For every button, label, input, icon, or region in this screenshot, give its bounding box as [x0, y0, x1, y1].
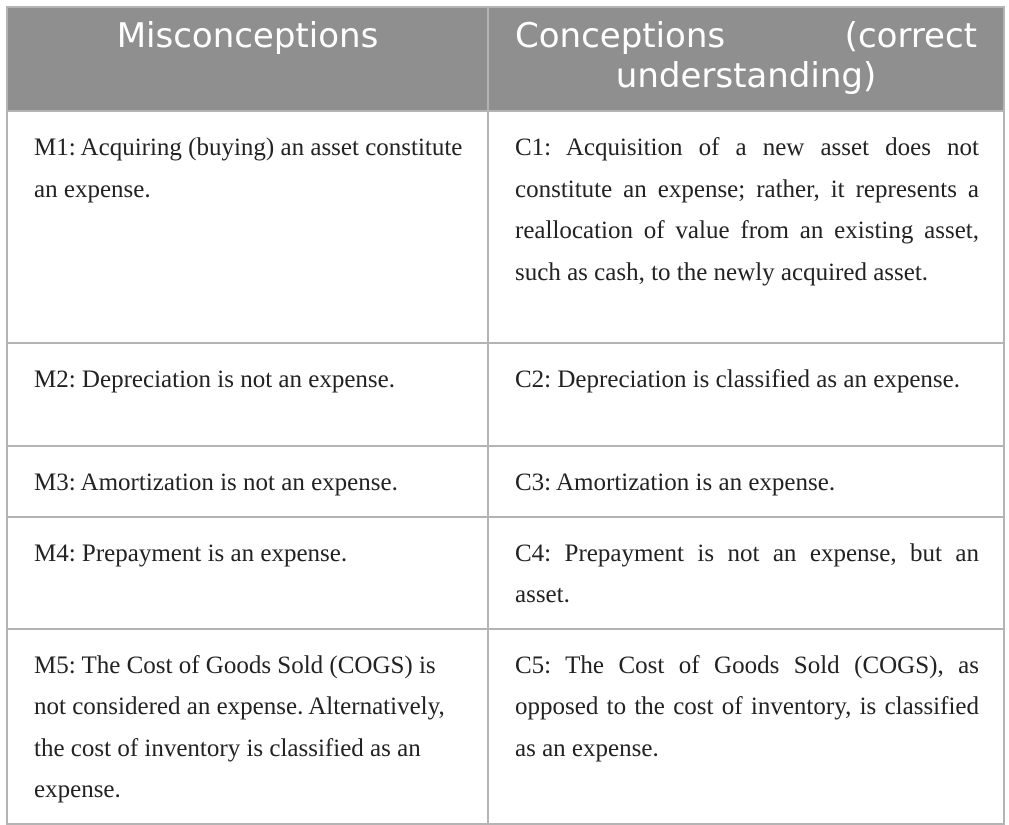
conception-cell-c5: C5: The Cost of Goods Sold (COGS), as opposed to the cost of inventory, is classified as an expense.	[488, 629, 1004, 824]
misconception-cell-m4: M4: Prepayment is an expense.	[7, 517, 488, 629]
table-row	[7, 629, 1004, 824]
header-misconceptions: Misconceptions	[7, 7, 488, 111]
table-header	[7, 7, 1004, 111]
table-row	[7, 446, 1004, 517]
conception-cell-c2: C2: Depreciation is classified as an expense.	[488, 343, 1004, 446]
header-conceptions: Conceptions (correct understanding)	[488, 7, 1004, 111]
misconceptions-table	[6, 6, 1005, 825]
misconception-cell-m1: M1: Acquiring (buying) an asset constitute an expense.	[7, 111, 488, 343]
table-row	[7, 343, 1004, 446]
table-row	[7, 111, 1004, 343]
header-row	[7, 7, 1004, 111]
conception-cell-c3: C3: Amortization is an expense.	[488, 446, 1004, 517]
misconception-cell-m2: M2: Depreciation is not an expense.	[7, 343, 488, 446]
misconception-cell-m3: M3: Amortization is not an expense.	[7, 446, 488, 517]
conception-cell-c4: C4: Prepayment is not an expense, but an asset.	[488, 517, 1004, 629]
table-row	[7, 517, 1004, 629]
misconception-cell-m5: M5: The Cost of Goods Sold (COGS) is not considered an expense. Alternatively, the cost of inventory is classified as an expense.	[7, 629, 488, 824]
conception-cell-c1: C1: Acquisition of a new asset does not constitute an expense; rather, it represents a reallocation of value from an existing asset, such as cash, to the newly acquired asset.	[488, 111, 1004, 343]
table-body	[7, 111, 1004, 824]
